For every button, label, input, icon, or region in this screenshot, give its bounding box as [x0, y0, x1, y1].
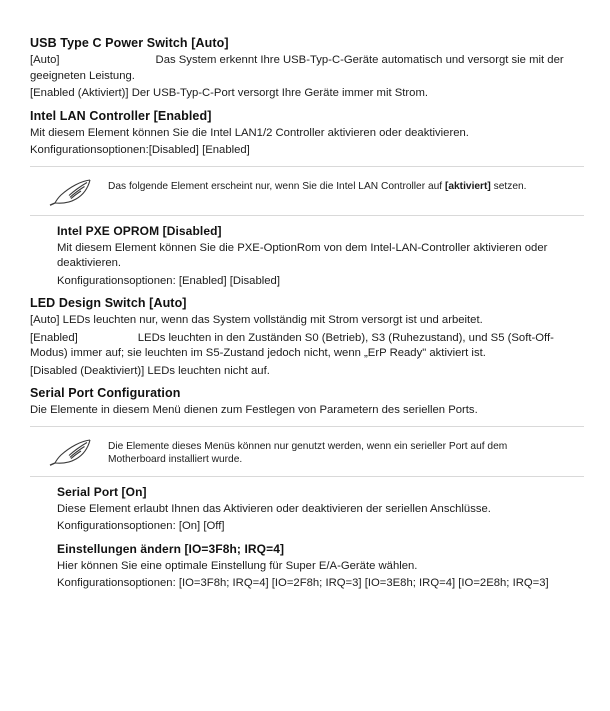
- usb-auto-label: [Auto]: [30, 54, 60, 66]
- spacer: [30, 216, 584, 224]
- usb-enabled-paragraph: [Enabled (Aktiviert)] Der USB-Typ-C-Port versorgt Ihre Geräte immer mit Strom.: [30, 87, 428, 99]
- serial-description: Die Elemente in diesem Menü dienen zum Festlegen von Parametern des seriellen Ports.: [30, 404, 478, 416]
- note-text-after: setzen.: [490, 180, 527, 192]
- section-intel-pxe-oprom: [30, 224, 584, 290]
- note-text: [108, 176, 584, 194]
- section-heading: Intel LAN Controller [Enabled]: [30, 108, 212, 123]
- usb-auto-text: Das System erkennt Ihre USB-Typ-C-Geräte automatisch und versorgt sie mit der geeigneten Leistung.: [30, 54, 564, 82]
- led-disabled-paragraph: [Disabled (Deaktiviert)] LEDs leuchten nicht auf.: [30, 364, 270, 377]
- section-serial-port-configuration: [30, 386, 584, 419]
- lan-options: Konfigurationsoptionen:[Disabled] [Enabled]: [30, 144, 250, 156]
- section-intel-lan-controller: [30, 109, 584, 159]
- spacer: [30, 477, 584, 485]
- led-auto-text: LEDs leuchten nur, wenn das System vollständig mit Strom versorgt ist und arbeitet.: [62, 314, 483, 326]
- serial-port-options: Konfigurationsoptionen: [On] [Off]: [57, 520, 225, 532]
- led-enabled-text: LEDs leuchten in den Zuständen S0 (Betrieb), S3 (Ruhezustand), und S5 (Soft-Off-Modus) immer auf; sie leuchten im S5-Zustand jedoch nicht, wenn „ErP Ready" aktiviert ist.: [30, 331, 554, 359]
- pxe-options: Konfigurationsoptionen: [Enabled] [Disabled]: [57, 274, 280, 287]
- quill-pen-icon: [30, 176, 108, 206]
- lan-description: Mit diesem Element können Sie die Intel LAN1/2 Controller aktivieren oder deaktivieren.: [30, 126, 469, 139]
- section-serial-port: [30, 485, 584, 535]
- note-text-bold: [aktiviert]: [444, 180, 491, 192]
- section-settings-change: [30, 542, 584, 592]
- section-heading: Intel PXE OPROM [Disabled]: [57, 223, 222, 238]
- led-enabled-label: [Enabled]: [30, 331, 78, 344]
- section-heading: Serial Port [On]: [57, 484, 147, 499]
- quill-pen-icon: [30, 436, 108, 466]
- settings-change-options: Konfigurationsoptionen: [IO=3F8h; IRQ=4] [IO=2F8h; IRQ=3] [IO=3E8h; IRQ=4] [IO=2E8h; IRQ=3]: [57, 577, 549, 589]
- section-usb-type-c: [30, 36, 584, 102]
- section-heading: Serial Port Configuration: [30, 386, 181, 400]
- pxe-description: Mit diesem Element können Sie die PXE-OptionRom von dem Intel-LAN-Controller aktivieren oder deaktivieren.: [57, 241, 548, 269]
- section-heading: Einstellungen ändern [IO=3F8h; IRQ=4]: [57, 541, 285, 556]
- led-auto-label: [Auto]: [30, 314, 60, 326]
- note-serial-port: [30, 426, 584, 477]
- note-text: Die Elemente dieses Menüs können nur genutzt werden, wenn ein serieller Port auf dem Motherboard installiert wurde.: [108, 440, 508, 465]
- led-enabled-paragraph: [30, 331, 584, 362]
- section-heading: USB Type C Power Switch [Auto]: [30, 36, 229, 50]
- usb-auto-paragraph: [30, 53, 584, 84]
- settings-change-description: Hier können Sie eine optimale Einstellung für Super E/A-Geräte wählen.: [57, 559, 418, 572]
- serial-port-description: Diese Element erlaubt Ihnen das Aktivieren oder deaktivieren der seriellen Anschlüsse.: [57, 502, 491, 515]
- note-intel-lan: [30, 166, 584, 216]
- led-auto-paragraph: [30, 313, 584, 329]
- section-heading: LED Design Switch [Auto]: [30, 296, 187, 310]
- section-led-design-switch: [30, 296, 584, 379]
- note-text-before: Das folgende Element erscheint nur, wenn Sie die Intel LAN Controller auf: [108, 180, 445, 192]
